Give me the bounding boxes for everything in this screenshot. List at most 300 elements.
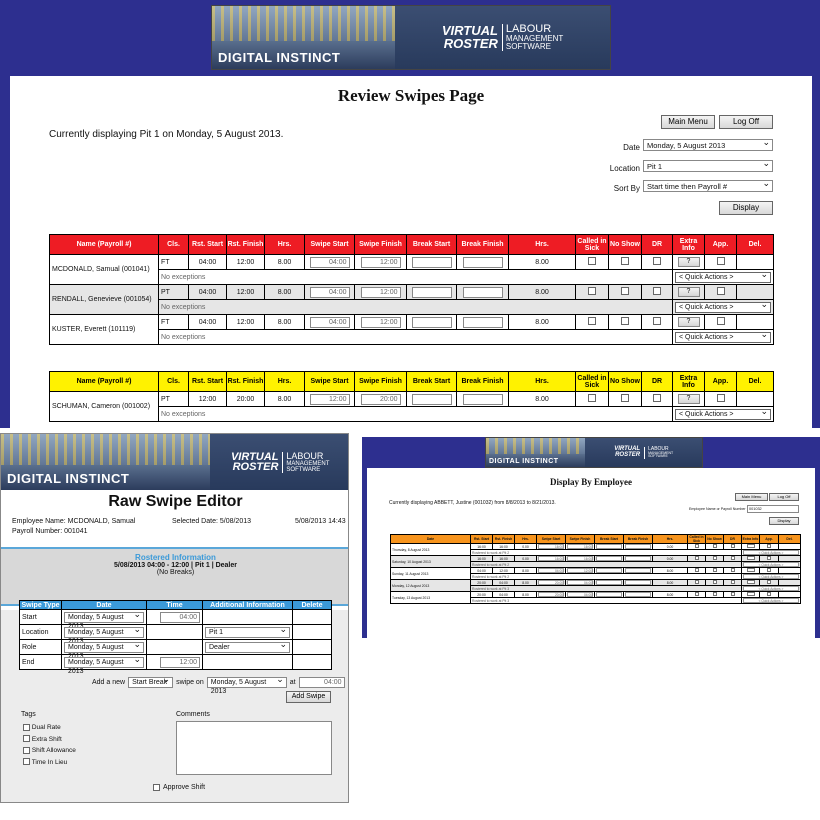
break-finish-input[interactable] <box>625 592 651 597</box>
approve-cell <box>705 285 737 300</box>
col-header: Extra Info <box>742 535 760 544</box>
table-row <box>50 392 774 407</box>
col-header: Hrs. <box>515 535 537 544</box>
no-show-cell <box>609 255 642 270</box>
swipe-hours: 8.00 <box>653 580 688 586</box>
raw-swipe-editor-window <box>0 433 349 803</box>
date-select[interactable]: Monday, 5 August ⌄ <box>64 612 144 623</box>
approve-shift-row[interactable] <box>153 784 205 791</box>
break-finish-input[interactable] <box>625 556 651 561</box>
swipe-finish-cell <box>355 285 407 300</box>
swipe-on-label: swipe on <box>176 679 204 686</box>
comments-textarea[interactable] <box>176 721 332 775</box>
quick-actions-cell <box>673 300 774 315</box>
delete-cell <box>293 625 332 640</box>
exceptions-text: No exceptions <box>159 330 673 345</box>
banner-product-line2: ROSTER <box>232 461 279 473</box>
delete-cell <box>737 392 774 407</box>
table-row <box>50 285 774 300</box>
time-input[interactable]: 12:00 <box>160 657 200 668</box>
rostered-hours: 8.00 <box>265 315 305 330</box>
col-header: No Show <box>609 372 642 392</box>
swipe-start-input[interactable]: 12:00 <box>310 394 350 405</box>
called-in-sick-checkbox[interactable] <box>588 257 596 265</box>
col-header: App. <box>705 372 737 392</box>
break-start-cell <box>407 255 457 270</box>
dr-checkbox[interactable] <box>731 568 735 572</box>
rostered-hours: 8.00 <box>515 568 537 574</box>
col-header: Date <box>391 535 471 544</box>
break-start-input[interactable] <box>412 257 452 268</box>
exceptions-row <box>50 300 774 315</box>
display-button[interactable]: Display <box>769 517 799 525</box>
banner-brand: DIGITAL INSTINCT <box>489 458 559 465</box>
shift-date: Tuesday, 13 August 2013 <box>391 592 471 604</box>
rostered-start: 04:00 <box>189 255 227 270</box>
tag-item[interactable] <box>23 745 76 757</box>
exceptions-text: No exceptions <box>159 270 673 285</box>
swipe-type: End <box>20 655 62 670</box>
col-header: Called in Sick <box>689 535 704 543</box>
banner-brand: DIGITAL INSTINCT <box>7 471 130 486</box>
col-header: Delete <box>293 601 332 610</box>
break-start-input[interactable] <box>596 544 622 549</box>
col-header: Break Finish <box>457 235 509 255</box>
shift-date: Thursday, 8 August 2013 <box>391 544 471 556</box>
class-cell: PT <box>159 392 189 407</box>
banner-product <box>231 452 278 473</box>
tag-checkbox[interactable] <box>23 724 30 731</box>
dr-checkbox[interactable] <box>653 257 661 265</box>
selected-date-text: Selected Date: 5/08/2013 <box>172 518 252 525</box>
swipe-start-input[interactable]: 04:00 <box>310 257 350 268</box>
employee-name-text: Employee Name: MCDONALD, Samual <box>12 518 136 525</box>
banner-right <box>585 438 702 467</box>
rostered-information-panel <box>1 547 349 606</box>
add-swipe-date-select[interactable]: Monday, 5 August 2013 ⌄ <box>207 677 287 688</box>
dr-checkbox[interactable] <box>731 592 735 596</box>
time-input[interactable]: 04:00 <box>160 612 200 623</box>
swipe-start-cell <box>305 315 355 330</box>
table-header-row <box>50 372 774 392</box>
class-cell: PT <box>159 285 189 300</box>
swipe-finish-input[interactable]: 04:00 <box>567 592 593 597</box>
add-swipe-row <box>92 677 345 695</box>
at-label: at <box>289 679 296 686</box>
col-header: App. <box>760 535 779 544</box>
col-header: Del. <box>737 372 774 392</box>
banner-tagline-3: SOFTWARE <box>505 42 551 51</box>
banner-tagline <box>502 24 563 51</box>
swipe-hours: 8.00 <box>509 255 576 270</box>
col-header: Hrs. <box>509 235 576 255</box>
dr-checkbox[interactable] <box>731 580 735 584</box>
tag-checkbox[interactable] <box>23 758 30 765</box>
break-start-input[interactable] <box>412 317 452 328</box>
add-swipe-time-input[interactable]: 04:00 <box>299 677 345 688</box>
col-header: Cls. <box>159 372 189 392</box>
break-finish-input[interactable] <box>463 257 503 268</box>
extra-info-cell <box>673 255 705 270</box>
break-start-input[interactable] <box>596 556 622 561</box>
extra-info-cell <box>673 315 705 330</box>
swipe-start-input[interactable]: 04:00 <box>310 317 350 328</box>
extra-info-cell <box>673 285 705 300</box>
approve-shift-checkbox[interactable] <box>153 784 160 791</box>
swipe-finish-input[interactable]: 12:00 <box>361 317 401 328</box>
shift-date: Sunday, 11 August 2013 <box>391 568 471 580</box>
swipe-finish-input[interactable]: 04:00 <box>567 580 593 585</box>
rostered-hours: 8.00 <box>515 580 537 586</box>
no-show-checkbox[interactable] <box>713 592 717 596</box>
add-swipe-button[interactable]: Add Swipe <box>286 691 331 703</box>
raw-swipes-table <box>19 600 332 675</box>
banner-product-line1: VIRTUAL <box>230 450 279 463</box>
timestamp-text: 5/08/2013 14:43 <box>295 518 346 525</box>
swipe-hours: 8.00 <box>653 568 688 574</box>
called-in-sick-checkbox[interactable] <box>695 580 699 584</box>
tag-item[interactable] <box>23 757 76 769</box>
break-start-input[interactable] <box>596 592 622 597</box>
swipe-type: Role <box>20 640 62 655</box>
break-start-input[interactable] <box>596 580 622 585</box>
col-header: Name (Payroll #) <box>50 235 159 255</box>
swipe-start-input[interactable]: 20:00 <box>538 580 564 585</box>
rostered-hours: 8.00 <box>265 392 305 407</box>
location-select[interactable]: Pit 1 ⌄ <box>205 627 290 638</box>
quick-actions-select[interactable]: < Quick Actions > ⌄ <box>675 302 771 313</box>
approve-checkbox[interactable] <box>767 592 771 596</box>
quick-actions-cell <box>673 407 774 422</box>
col-header: Hrs. <box>653 535 688 544</box>
swipe-start-input[interactable]: 16:00 <box>538 556 564 561</box>
employee-name: SCHUMAN, Cameron (001002) <box>50 392 159 422</box>
swipe-start-input[interactable]: 16:00 <box>538 544 564 549</box>
rostered-heading: Rostered Information <box>135 553 216 562</box>
extra-info-button[interactable]: ? <box>678 394 700 404</box>
quick-actions-cell <box>673 270 774 285</box>
status-text: Currently displaying ABBETT, Justine (001032) from 8/8/2013 to 8/21/2013. <box>389 500 556 506</box>
info-cell <box>203 655 293 670</box>
roster-note: Rostered to work at Pit 2 <box>471 574 742 580</box>
employee-name: MCDONALD, Samual (001041) <box>50 255 159 285</box>
main-menu-button[interactable]: Main Menu <box>661 115 715 129</box>
break-finish-cell <box>457 392 509 407</box>
tag-item[interactable] <box>23 722 76 734</box>
called-in-sick-checkbox[interactable] <box>695 592 699 596</box>
table-row <box>20 640 332 655</box>
add-a-new-label: Add a new <box>92 679 126 686</box>
dr-checkbox[interactable] <box>731 544 735 548</box>
col-header: Swipe Type <box>21 601 60 609</box>
swipe-start-input[interactable]: 04:00 <box>538 568 564 573</box>
approve-cell <box>705 315 737 330</box>
rostered-finish: 12:00 <box>493 568 515 574</box>
comments-label: Comments <box>176 711 210 718</box>
break-start-input[interactable] <box>412 287 452 298</box>
break-finish-input[interactable] <box>625 580 651 585</box>
col-header: Hrs. <box>265 235 305 255</box>
rostered-start: 04:00 <box>471 568 493 574</box>
no-show-checkbox[interactable] <box>621 287 629 295</box>
col-header: DR <box>642 235 673 255</box>
called-in-sick-cell <box>576 255 609 270</box>
approve-checkbox[interactable] <box>767 580 771 584</box>
col-header: Rst. Start <box>471 535 493 544</box>
log-off-button[interactable]: Log Off <box>719 115 773 129</box>
swipe-start-input[interactable]: 20:00 <box>538 592 564 597</box>
break-finish-input[interactable] <box>625 568 651 573</box>
rostered-start: 04:00 <box>189 315 227 330</box>
approve-checkbox[interactable] <box>717 257 725 265</box>
class-cell: FT <box>159 255 189 270</box>
banner-tagline <box>282 452 329 473</box>
banner-tagline-1: LABOUR <box>505 23 552 35</box>
swipe-finish-input[interactable]: 20:00 <box>361 394 401 405</box>
swipe-start-cell <box>305 392 355 407</box>
date-select[interactable]: Monday, 5 August ⌄ <box>64 642 144 653</box>
swipe-finish-input[interactable]: 16:00 <box>567 556 593 561</box>
col-header: Break Finish <box>624 535 653 544</box>
tags-label: Tags <box>21 711 36 718</box>
shift-date: Saturday, 10 August 2013 <box>391 556 471 568</box>
rostered-finish: 16:00 <box>493 544 515 550</box>
called-in-sick-checkbox[interactable] <box>695 544 699 548</box>
col-header: Called in Sick <box>576 372 609 392</box>
dr-cell <box>642 392 673 407</box>
quick-actions-select[interactable]: < Quick Actions > ⌄ <box>675 272 771 283</box>
date-select[interactable]: Monday, 5 August ⌄ <box>64 627 144 638</box>
swipe-finish-cell <box>355 392 407 407</box>
no-show-cell <box>609 285 642 300</box>
date-cell <box>62 610 147 625</box>
rostered-hours: 0.00 <box>515 556 537 562</box>
time-cell <box>147 655 203 670</box>
dr-cell <box>642 285 673 300</box>
extra-info-button[interactable] <box>747 544 755 548</box>
approve-checkbox[interactable] <box>717 394 725 402</box>
col-header: Swipe Start <box>305 235 355 255</box>
col-header: Date <box>62 601 147 610</box>
col-header: Rst. Start <box>189 235 227 255</box>
break-finish-input[interactable] <box>463 317 503 328</box>
tag-checkbox[interactable] <box>23 735 30 742</box>
date-label: Date <box>623 143 640 152</box>
extra-info-button[interactable] <box>747 556 755 560</box>
col-header: Swipe Finish <box>355 372 407 392</box>
quick-actions-select[interactable]: < Quick Actions > <box>743 598 799 603</box>
main-menu-button[interactable]: Main Menu <box>735 493 768 501</box>
approve-checkbox[interactable] <box>767 544 771 548</box>
banner-brand: DIGITAL INSTINCT <box>218 50 341 65</box>
app-banner <box>485 437 703 468</box>
banner-tagline-1: LABOUR <box>286 450 324 461</box>
no-show-checkbox[interactable] <box>621 394 629 402</box>
break-finish-cell <box>457 285 509 300</box>
shift-date: Monday, 12 August 2013 <box>391 580 471 592</box>
review-swipes-page <box>10 76 812 428</box>
swipe-finish-input[interactable]: 12:00 <box>361 287 401 298</box>
col-header: DR <box>642 372 673 392</box>
col-header: No Show <box>609 235 642 255</box>
date-cell <box>62 625 147 640</box>
approve-checkbox[interactable] <box>717 287 725 295</box>
exceptions-row <box>50 407 774 422</box>
rostered-start: 16:00 <box>471 544 493 550</box>
dr-checkbox[interactable] <box>653 287 661 295</box>
display-by-employee-window <box>362 437 820 638</box>
break-finish-cell <box>457 315 509 330</box>
date-select[interactable]: Monday, 5 August 2013 ⌄ <box>64 657 144 668</box>
dr-checkbox[interactable] <box>653 317 661 325</box>
banner-left <box>212 6 395 69</box>
called-in-sick-checkbox[interactable] <box>588 287 596 295</box>
swipe-type: Location <box>20 625 62 640</box>
col-header: Rst. Start <box>189 372 227 392</box>
banner-product <box>442 25 498 50</box>
break-finish-input[interactable] <box>625 544 651 549</box>
exceptions-text: No exceptions <box>159 300 673 315</box>
swipe-finish-input[interactable]: 16:00 <box>567 544 593 549</box>
location-label: Location <box>609 164 640 173</box>
app-banner <box>211 5 611 70</box>
quick-actions-cell <box>742 598 801 604</box>
delete-cell <box>293 610 332 625</box>
called-in-sick-checkbox[interactable] <box>588 317 596 325</box>
col-header: Break Start <box>407 235 457 255</box>
swipe-type: Start <box>20 610 62 625</box>
rostered-start: 04:00 <box>189 285 227 300</box>
col-header: Swipe Finish <box>355 235 407 255</box>
extra-info-button[interactable]: ? <box>678 287 700 297</box>
table-header-row <box>20 601 332 610</box>
break-finish-input[interactable] <box>463 394 503 405</box>
no-show-checkbox[interactable] <box>713 544 717 548</box>
banner-product <box>614 447 640 458</box>
date-cell <box>62 655 147 675</box>
dr-checkbox[interactable] <box>653 394 661 402</box>
location-select[interactable]: Pit 1 ⌄ <box>643 160 773 172</box>
extra-info-button[interactable] <box>747 592 755 596</box>
tag-label: Dual Rate <box>31 724 61 731</box>
banner-tagline-3: SOFTWARE <box>648 454 668 458</box>
rostered-finish: 12:00 <box>227 285 265 300</box>
table-row <box>20 610 332 625</box>
roster-note: Rostered to work at Pit 3 <box>471 598 742 604</box>
date-select[interactable]: Monday, 5 August 2013 ⌄ <box>643 139 773 151</box>
no-show-checkbox[interactable] <box>621 317 629 325</box>
roster-note: Rostered to work at Pit 2 <box>471 562 742 568</box>
col-header: DR <box>724 535 742 544</box>
called-in-sick-checkbox[interactable] <box>588 394 596 402</box>
approve-checkbox[interactable] <box>767 568 771 572</box>
role-select[interactable]: Dealer ⌄ <box>205 642 290 653</box>
col-header: Del. <box>737 235 774 255</box>
tag-checkbox[interactable] <box>23 747 30 754</box>
called-in-sick-checkbox[interactable] <box>695 568 699 572</box>
banner-right <box>210 434 349 490</box>
rostered-details: 5/08/2013 04:00 - 12:00 | Pit 1 | Dealer <box>114 562 237 569</box>
approve-checkbox[interactable] <box>767 556 771 560</box>
swipe-hours: 8.00 <box>509 285 576 300</box>
quick-actions-select[interactable]: < Quick Actions > <box>743 550 799 555</box>
roster-note: Rostered to work at Pit 3 <box>471 586 742 592</box>
log-off-button[interactable]: Log Off <box>769 493 799 501</box>
tag-label: Shift Allowance <box>31 747 76 754</box>
called-in-sick-cell <box>576 315 609 330</box>
approve-cell <box>705 392 737 407</box>
extra-info-button[interactable] <box>747 580 755 584</box>
tag-item[interactable] <box>23 734 76 746</box>
quick-actions-select[interactable]: < Quick Actions > <box>743 586 799 591</box>
no-show-checkbox[interactable] <box>713 556 717 560</box>
quick-actions-select[interactable]: < Quick Actions > ⌄ <box>675 332 771 343</box>
swipe-finish-input[interactable]: 12:00 <box>567 568 593 573</box>
no-show-checkbox[interactable] <box>621 257 629 265</box>
approve-checkbox[interactable] <box>717 317 725 325</box>
rostered-start: 16:00 <box>471 556 493 562</box>
time-cell <box>147 640 203 655</box>
extra-info-button[interactable]: ? <box>678 317 700 327</box>
rostered-hours: 0.00 <box>515 544 537 550</box>
swipe-start-input[interactable]: 04:00 <box>310 287 350 298</box>
dr-checkbox[interactable] <box>731 556 735 560</box>
swipe-finish-cell <box>355 255 407 270</box>
banner-tagline-2: MANAGEMENT <box>648 450 674 455</box>
rostered-finish: 12:00 <box>227 255 265 270</box>
employee-name: RENDALL, Genevieve (001054) <box>50 285 159 315</box>
display-button[interactable]: Display <box>719 201 773 215</box>
col-header: Rst. Finish <box>493 535 515 544</box>
break-start-input[interactable] <box>596 568 622 573</box>
swipe-hours: 0.00 <box>653 544 688 550</box>
sort-by-select[interactable]: Start time then Payroll # ⌄ <box>643 180 773 192</box>
called-in-sick-checkbox[interactable] <box>695 556 699 560</box>
approve-shift-label: Approve Shift <box>163 784 206 791</box>
employee-field-input[interactable]: 001032 <box>747 505 799 513</box>
banner-tagline-2: MANAGEMENT <box>505 34 564 43</box>
quick-actions-select[interactable]: < Quick Actions > <box>743 562 799 567</box>
col-header: Hrs. <box>265 372 305 392</box>
col-header: Swipe Start <box>537 535 566 544</box>
page-title: Display By Employee <box>549 477 632 487</box>
break-finish-input[interactable] <box>463 287 503 298</box>
swipe-finish-input[interactable]: 12:00 <box>361 257 401 268</box>
approve-cell <box>705 255 737 270</box>
extra-info-button[interactable] <box>747 568 755 572</box>
no-show-checkbox[interactable] <box>713 568 717 572</box>
no-show-checkbox[interactable] <box>713 580 717 584</box>
quick-actions-select[interactable]: < Quick Actions > ⌄ <box>675 409 771 420</box>
quick-actions-select[interactable]: < Quick Actions > <box>743 574 799 579</box>
time-cell <box>147 625 203 640</box>
banner-tagline-1: LABOUR <box>648 445 669 452</box>
rostered-breaks: (No Breaks) <box>156 569 195 576</box>
class-cell: FT <box>159 315 189 330</box>
delete-cell <box>293 640 332 655</box>
extra-info-button[interactable]: ? <box>678 257 700 267</box>
swipe-hours: 8.00 <box>509 315 576 330</box>
no-show-cell <box>609 392 642 407</box>
col-header: Called in Sick <box>576 235 609 255</box>
rostered-finish: 04:00 <box>493 580 515 586</box>
table-row <box>50 315 774 330</box>
break-start-input[interactable] <box>412 394 452 405</box>
delete-cell <box>737 315 774 330</box>
add-swipe-type-select[interactable]: Start Break ⌄ <box>128 677 173 688</box>
col-header: Extra Info <box>673 235 705 255</box>
rostered-hours: 8.00 <box>265 255 305 270</box>
